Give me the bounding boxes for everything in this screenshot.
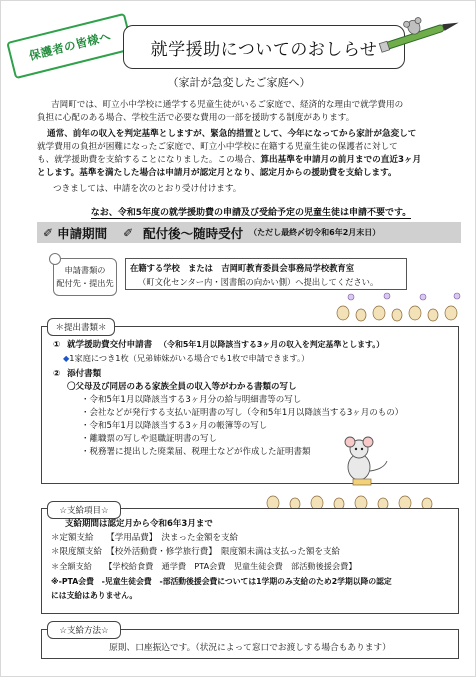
doc-row: ・令和5年1月以降該当する3ヶ月の帳簿等の写し	[81, 421, 268, 431]
period-label: 申請期間	[57, 225, 108, 241]
intro-line-bold: とします。基準を満たした場合は申請月が認定月となり、認定月からの援助費を支給します。	[37, 168, 397, 178]
to-guardians-stamp: 保護者の皆様へ	[6, 13, 134, 79]
submission-location-box	[125, 258, 407, 290]
pencil-icon: ✐	[43, 225, 54, 240]
intro-line: 負担に心配のある場合、学校生活で必要な費用の一部を援助する制度があります。	[37, 113, 355, 123]
item-2: ② 添付書類	[53, 369, 102, 379]
payment-note: ※-PTA会費 -児童生徒会費 -部活動後援会費については1学期のみ支給のため2学期以降の認定	[51, 577, 392, 586]
payment-method-text: 原則、口座振込です。（状況によって窓口でお渡しする場合もあります）	[109, 643, 391, 653]
intro-line: つきましては、申請を次のとおり受け付けます。	[53, 184, 242, 194]
intro-line: 就学費用の負担が困難になったご家庭で、町立小中学校に在籍する児童生徒の保護者に対して	[37, 142, 398, 152]
application-period-band	[37, 222, 461, 243]
submission-docs-tab: ＊提出書類＊	[47, 318, 115, 336]
scroll-curl-icon	[49, 253, 61, 265]
tag-line: 配付先・提出先	[56, 278, 114, 288]
period-value: 配付後～随時受付	[143, 225, 244, 241]
payment-method-tab: ☆支給方法☆	[47, 621, 121, 639]
item-2-lead: 〇父母及び同居のある家族全員の収入等がわかる書類の写し	[67, 382, 297, 392]
diamond-bullet-icon: ◆	[63, 353, 70, 363]
location-line: 在籍する学校 または 吉岡町教育委員会事務局学校教育室	[130, 263, 355, 273]
intro-paragraph-1	[41, 99, 459, 113]
intro-line: も、就学援助費を支給することになりました。この場合、算出基準を申請月の前月までの直近3ヶ月	[37, 155, 422, 165]
payment-period: 支給期間は認定月から令和6年3月まで	[65, 519, 213, 529]
item-1-sub: ◆1家庭につき1枚（兄弟姉妹がいる場合でも1枚で申請できます。）	[63, 353, 310, 363]
doc-row: ・離職票の写しや退職証明書の写し	[81, 434, 218, 444]
doc-row: ・税務署に提出した廃業届、税理士などが作成した証明書類	[81, 447, 311, 457]
tag-line: 申請書類の	[64, 265, 106, 275]
payment-row: ＊定額支給 【学用品費】 決まった金額を支給	[51, 533, 239, 543]
mouse-illustration-icon	[329, 431, 399, 489]
doc-row: ・会社などが発行する支払い証明書の写し（令和5年1月以降該当する3ヶ月のもの）	[81, 408, 404, 418]
payment-items-tab: ☆支給項目☆	[47, 501, 121, 519]
payment-note: には支給はありません。	[51, 591, 138, 600]
intro-line-bold: 通常、前年の収入を判定基準としますが、緊急的措置として、今年になってから家計が急変して	[47, 129, 417, 139]
distribution-tag	[53, 258, 117, 296]
period-deadline-note: （ただし最終〆切令和6年2月末日）	[249, 228, 381, 237]
payment-row: ＊全額支給 【学校給食費 通学費 PTA会費 児童生徒会費 部活動後援会費】	[51, 561, 357, 571]
location-line: （町文化センター内・図書館の向かい側）へ提出してください。	[138, 277, 379, 287]
intro-line: 吉岡町では、町立小中学校に通学する児童生徒がいるご家庭で、経済的な理由で就学費用の	[51, 100, 404, 110]
page-subtitle: （家計が急変したご家庭へ）	[167, 76, 311, 89]
payment-row: ＊限度額支給 【校外活動費・修学旅行費】 限度額未満は支払った額を支給	[51, 547, 341, 557]
pencil-icon: ✐	[123, 225, 134, 240]
notice-no-application: なお、令和5年度の就学援助費の申請及び受給予定の児童生徒は申請不要です。	[90, 208, 412, 218]
page-title: 就学援助についてのおしらせ	[123, 25, 405, 69]
item-1: ① 就学援助費交付申請書 （令和5年1月以降該当する3ヶ月の収入を判定基準とします。）	[53, 340, 385, 350]
brush-illustration-icon	[361, 7, 471, 65]
animal-parade-icon	[331, 289, 466, 325]
doc-row: ・令和5年1月以降該当する3ヶ月分の給与明細書等の写し	[81, 395, 302, 405]
